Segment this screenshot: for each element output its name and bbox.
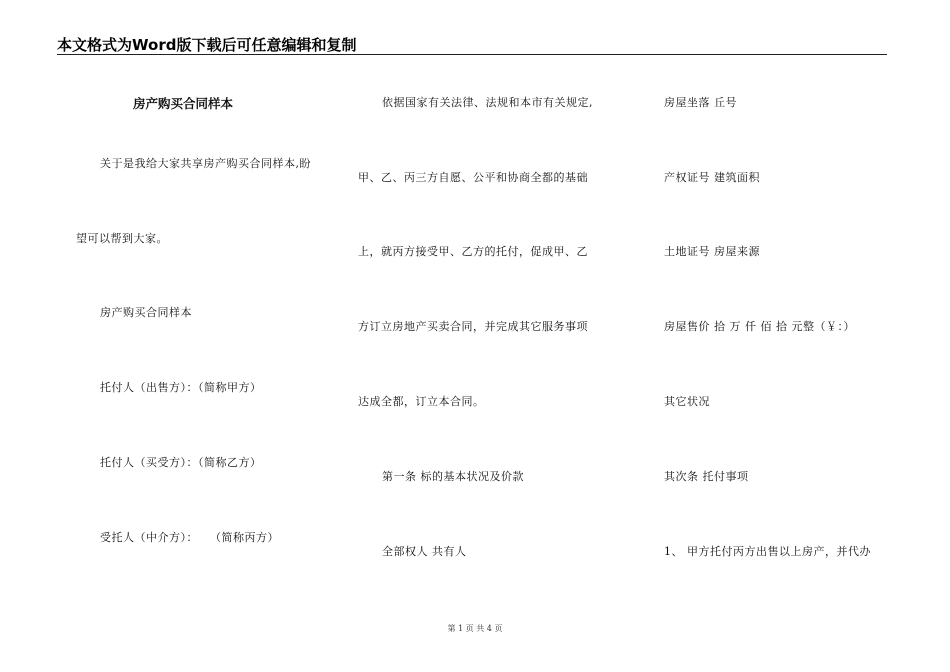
page-number-footer: 第 1 页 共 4 页	[447, 624, 503, 633]
col3-line-1: 房屋坐落 丘号	[664, 96, 737, 109]
document-header-title: 本文格式为Word版下载后可任意编辑和复制	[57, 36, 357, 54]
col2-line-1: 依据国家有关法律、法规和本市有关规定,	[382, 96, 593, 109]
col3-line-4: 房屋售价 拾 万 仟 佰 拾 元整（￥：）	[664, 320, 855, 333]
col3-line-3: 土地证号 房屋来源	[664, 245, 760, 258]
col2-line-2: 甲、乙、丙三方自愿、公平和协商全都的基础	[358, 171, 588, 184]
col2-line-5: 达成全都，订立本合同。	[358, 395, 485, 408]
col2-line-6: 第一条 标的基本状况及价款	[382, 470, 524, 483]
col1-line-3: 房产购买合同样本	[100, 306, 192, 319]
col2-line-3: 上，就丙方接受甲、乙方的托付，促成甲、乙	[358, 245, 588, 258]
col1-line-4: 托付人（出售方）：（简称甲方）	[100, 381, 262, 394]
col3-line-7: 1、 甲方托付丙方出售以上房产，并代办	[664, 545, 871, 558]
header-divider	[57, 54, 887, 55]
col1-line-5: 托付人（买受方）：（简称乙方）	[100, 456, 262, 469]
col2-line-4: 方订立房地产买卖合同，并完成其它服务事项	[358, 320, 588, 333]
col1-line-6: 受托人（中介方）： （简称丙方）	[100, 531, 279, 544]
contract-title: 房产购买合同样本	[133, 96, 234, 111]
col1-line-1: 关于是我给大家共享房产购买合同样本,盼	[100, 157, 311, 170]
col3-line-5: 其它状况	[664, 395, 710, 408]
col3-line-2: 产权证号 建筑面积	[664, 171, 760, 184]
col3-line-6: 其次条 托付事项	[664, 470, 749, 483]
col2-line-7: 全部权人 共有人	[382, 545, 467, 558]
col1-line-2: 望可以帮到大家。	[76, 232, 168, 245]
